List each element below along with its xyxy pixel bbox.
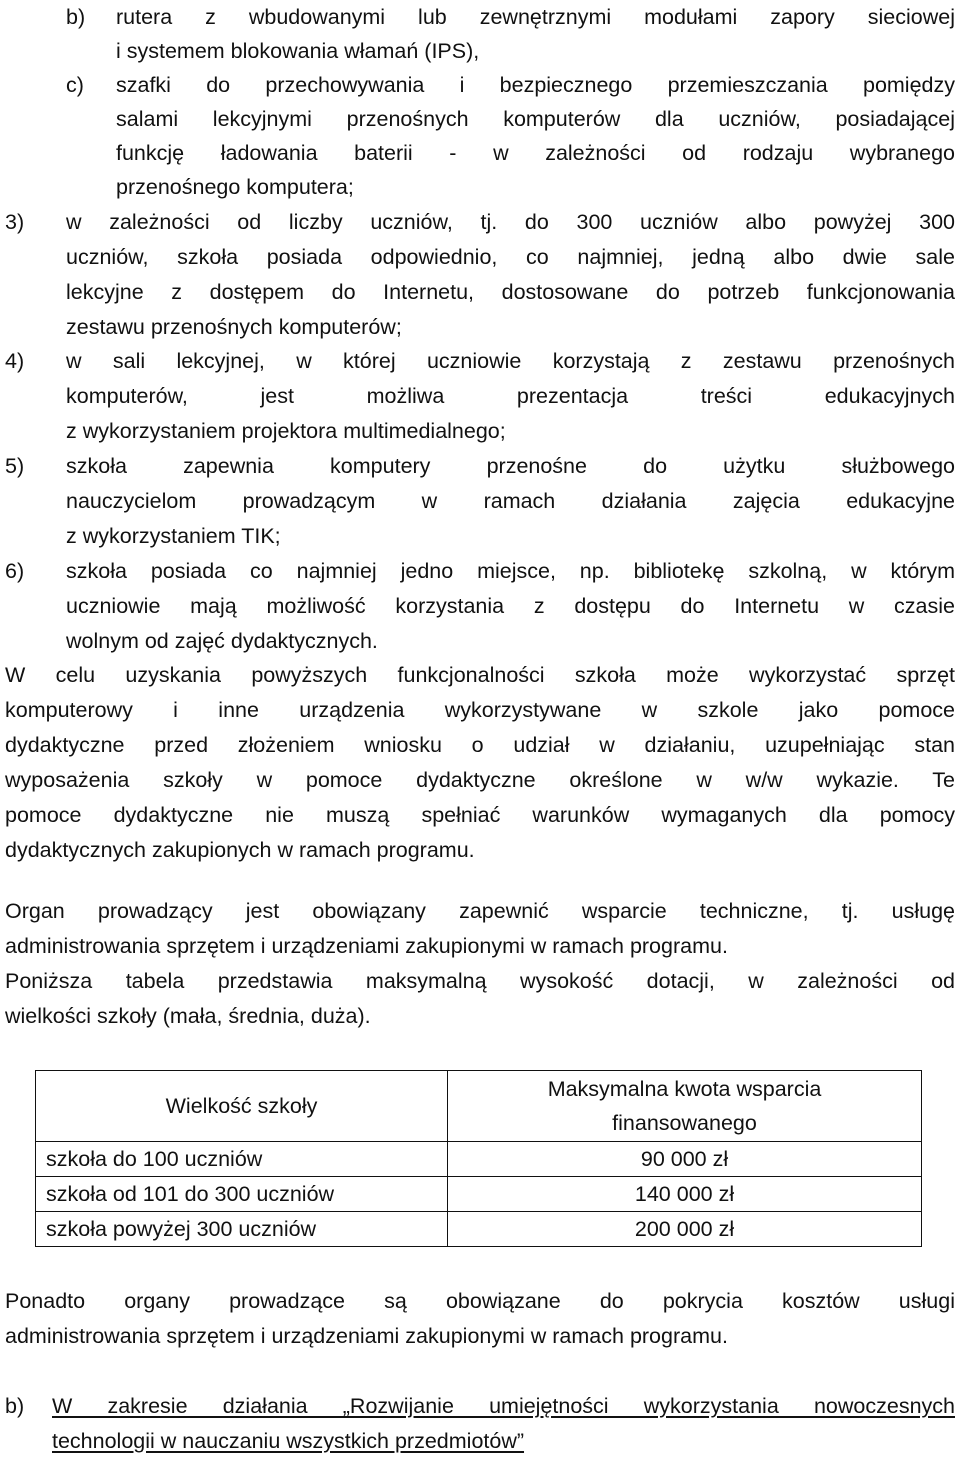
text-line: uczniów, szkoła posiada odpowiednio, co najmniej, jedną albo dwie sale (66, 245, 955, 269)
text-line: szkoła zapewnia komputery przenośne do użytku służbowego (66, 454, 955, 478)
table-row (36, 1142, 922, 1177)
text-line: salami lekcyjnymi przenośnych komputerów dla uczniów, posiadającej (116, 107, 955, 131)
text-line: lekcyjne z dostępem do Internetu, dostosowane do potrzeb funkcjonowania (66, 280, 955, 304)
table-header-row (36, 1071, 922, 1142)
text-line: Poniższa tabela przedstawia maksymalną wysokość dotacji, w zależności od (5, 969, 955, 993)
text-line: Organ prowadzący jest obowiązany zapewnić wsparcie techniczne, tj. usługę (5, 899, 955, 923)
list-marker: 6) (5, 559, 25, 583)
cell-amount: 200 000 zł (448, 1212, 922, 1247)
list-marker: c) (66, 73, 84, 97)
text-line: uczniowie mają możliwość korzystania z dostępu do Internetu w czasie (66, 594, 955, 618)
cell-amount: 140 000 zł (448, 1177, 922, 1212)
text-line: funkcję ładowania baterii - w zależności od rodzaju wybranego (116, 141, 955, 165)
table-row (36, 1212, 922, 1247)
grant-table (35, 1070, 922, 1247)
text-line: szafki do przechowywania i bezpiecznego przemieszczania pomiędzy (116, 73, 955, 97)
header-school-size: Wielkość szkoły (36, 1071, 448, 1142)
text-line: dydaktyczne przed złożeniem wniosku o udział w działaniu, uzupełniając stan (5, 733, 955, 757)
text-line: z wykorzystaniem TIK; (66, 524, 281, 548)
cell-school-size: szkoła od 101 do 300 uczniów (36, 1177, 448, 1212)
text-line: z wykorzystaniem projektora multimedialnego; (66, 419, 506, 443)
text-line: wolnym od zajęć dydaktycznych. (66, 629, 378, 653)
list-marker: b) (66, 5, 86, 29)
header-max-amount-line2: finansowanego (612, 1111, 757, 1135)
text-line: nauczycielom prowadzącym w ramach działania zajęcia edukacyjne (66, 489, 955, 513)
table-row (36, 1177, 922, 1212)
text-line: pomoce dydaktyczne nie muszą spełniać warunków wymaganych dla pomocy (5, 803, 955, 827)
text-line: i systemem blokowania włamań (IPS), (116, 39, 480, 63)
text-line: komputerowy i inne urządzenia wykorzystywane w szkole jako pomoce (5, 698, 955, 722)
section-title-line: W zakresie działania „Rozwijanie umiejętności wykorzystania nowoczesnych (52, 1394, 955, 1418)
text-line: dydaktycznych zakupionych w ramach programu. (5, 838, 475, 862)
text-line: wyposażenia szkoły w pomoce dydaktyczne określone w w/w wykazie. Te (5, 768, 955, 792)
text-line: W celu uzyskania powyższych funkcjonalności szkoła może wykorzystać sprzęt (5, 663, 955, 687)
header-max-amount (448, 1071, 922, 1142)
text-line: komputerów, jest możliwa prezentacja treści edukacyjnych (66, 384, 955, 408)
text-line: Ponadto organy prowadzące są obowiązane do pokrycia kosztów usługi (5, 1289, 955, 1313)
text-line: zestawu przenośnych komputerów; (66, 315, 402, 339)
text-line: rutera z wbudowanymi lub zewnętrznymi modułami zapory sieciowej (116, 5, 955, 29)
text-line: administrowania sprzętem i urządzeniami zakupionymi w ramach programu. (5, 934, 728, 958)
text-line: administrowania sprzętem i urządzeniami zakupionymi w ramach programu. (5, 1324, 728, 1348)
section-title-line: technologii w nauczaniu wszystkich przedmiotów” (52, 1429, 525, 1453)
text-line: przenośnego komputera; (116, 175, 354, 199)
section-marker: b) (5, 1394, 25, 1418)
text-line: w sali lekcyjnej, w której uczniowie korzystają z zestawu przenośnych (66, 349, 955, 373)
cell-school-size: szkoła do 100 uczniów (36, 1142, 448, 1177)
list-marker: 4) (5, 349, 25, 373)
text-line: wielkości szkoły (mała, średnia, duża). (5, 1004, 371, 1028)
text-line: szkoła posiada co najmniej jedno miejsce, np. bibliotekę szkolną, w którym (66, 559, 955, 583)
cell-amount: 90 000 zł (448, 1142, 922, 1177)
text-line: w zależności od liczby uczniów, tj. do 300 uczniów albo powyżej 300 (66, 210, 955, 234)
list-marker: 5) (5, 454, 25, 478)
list-marker: 3) (5, 210, 25, 234)
cell-school-size: szkoła powyżej 300 uczniów (36, 1212, 448, 1247)
header-max-amount-line1: Maksymalna kwota wsparcia (547, 1077, 822, 1101)
